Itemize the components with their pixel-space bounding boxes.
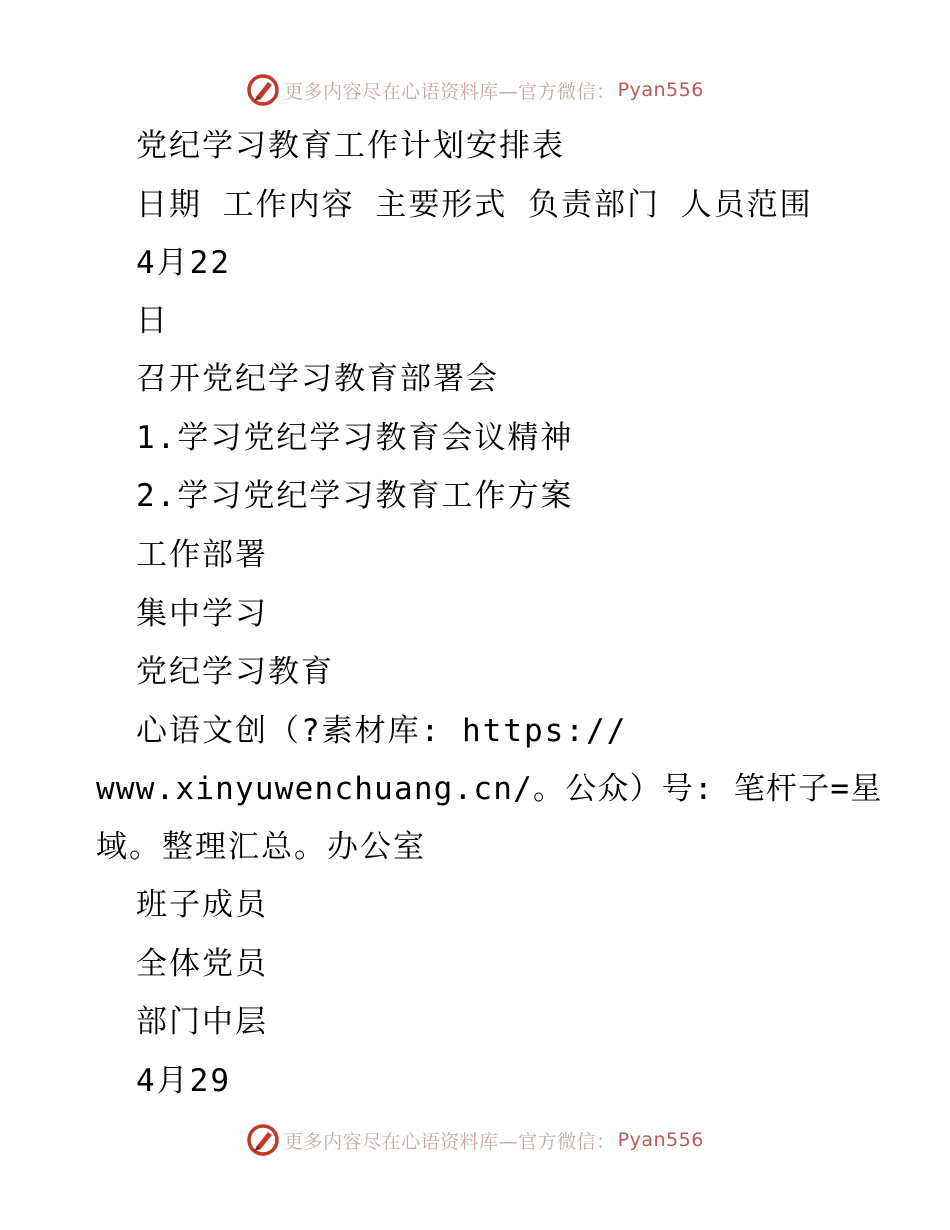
footer-banner <box>0 1120 950 1160</box>
text-line: 召开党纪学习教育部署会 <box>136 361 499 397</box>
text-line: 4月29 <box>136 1063 231 1099</box>
text-line: 日 <box>136 303 169 339</box>
text-line: www.xinyuwenchuang.cn/。公众）号: 笔杆子=星 <box>96 771 883 807</box>
document-title: 党纪学习教育工作计划安排表 <box>136 128 565 164</box>
header-banner-wechat-id: Pyan556 <box>617 79 704 101</box>
footer-banner-wechat-id: Pyan556 <box>617 1129 704 1151</box>
text-line: 心语文创（?素材库: https:// <box>136 713 628 749</box>
pen-circle-logo-icon <box>246 1123 280 1157</box>
text-line: 部门中层 <box>136 1004 268 1040</box>
header-banner <box>0 70 950 110</box>
footer-banner-text: 更多内容尽在心语资料库—官方微信： <box>284 1130 616 1153</box>
header-banner-text: 更多内容尽在心语资料库—官方微信： <box>284 80 616 103</box>
text-line: 2.学习党纪学习教育工作方案 <box>136 478 574 514</box>
text-line: 班子成员 <box>136 887 268 923</box>
text-line: 工作部署 <box>136 537 268 573</box>
table-header: 日期 工作内容 主要形式 负责部门 人员范围 <box>136 187 813 223</box>
text-line: 党纪学习教育 <box>136 654 334 690</box>
pen-circle-logo-icon <box>246 73 280 107</box>
text-line: 1.学习党纪学习教育会议精神 <box>136 420 574 456</box>
text-line: 集中学习 <box>136 596 268 632</box>
text-line: 全体党员 <box>136 946 268 982</box>
text-line: 4月22 <box>136 245 231 281</box>
text-line: 域。整理汇总。办公室 <box>96 829 426 865</box>
